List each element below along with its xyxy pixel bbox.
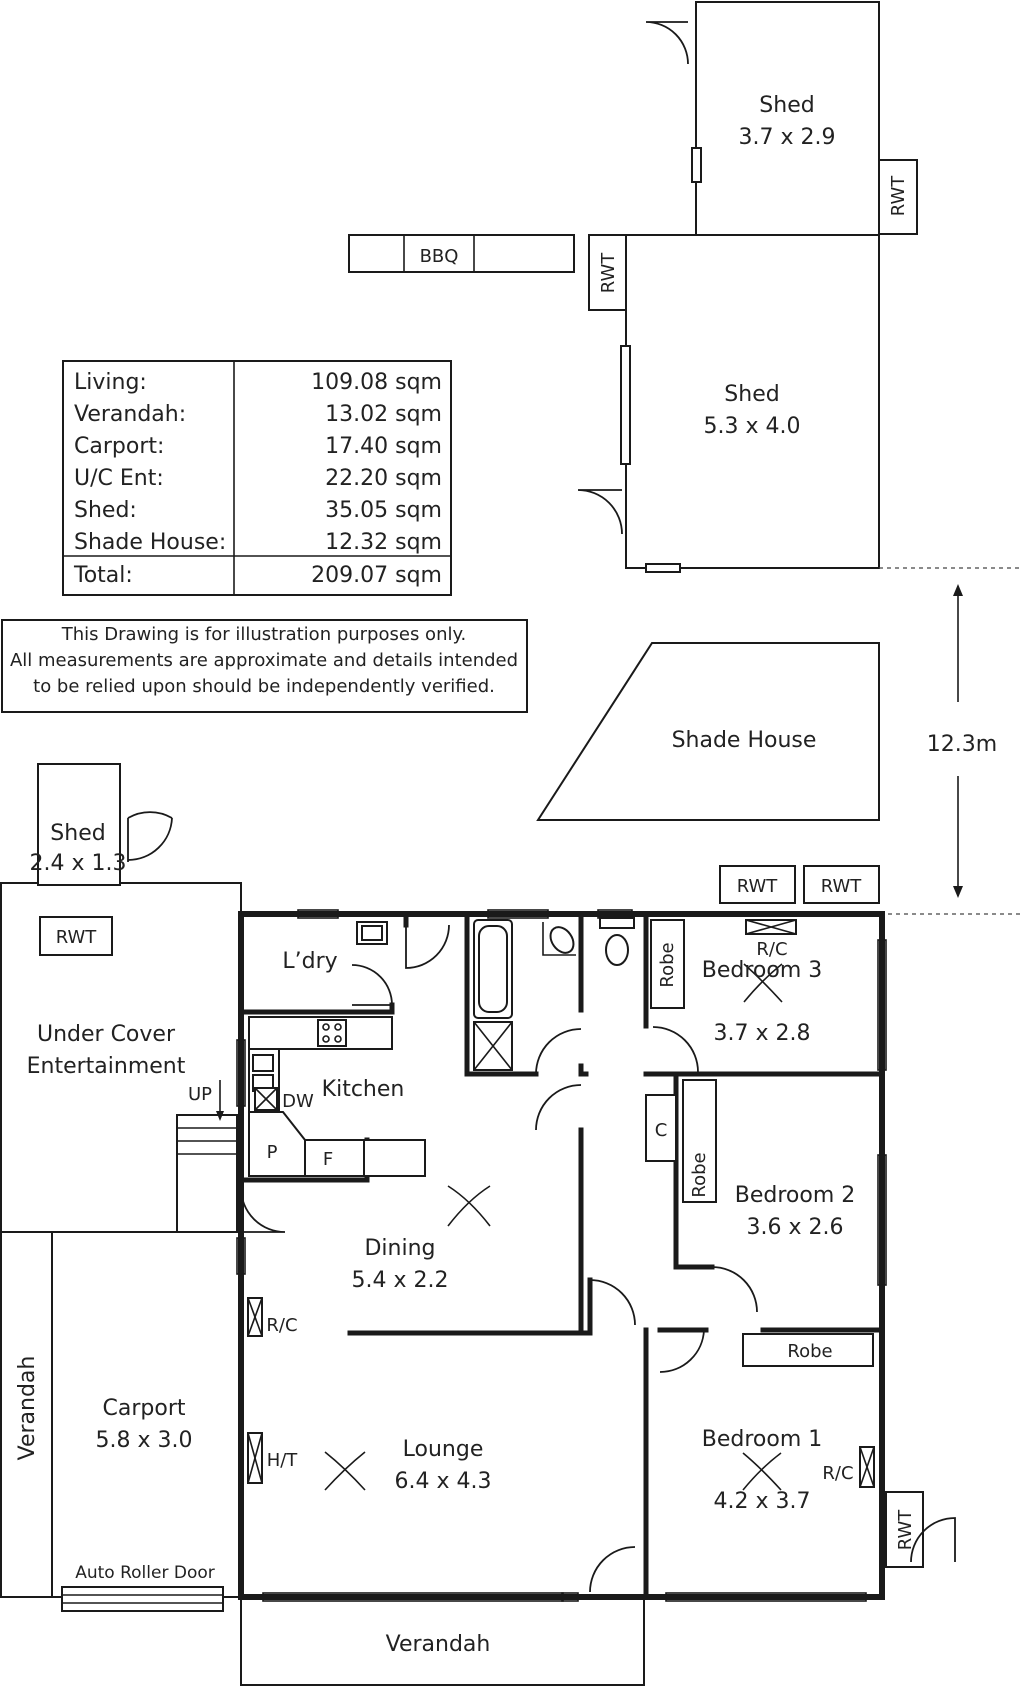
robe-label: Robe	[657, 942, 678, 988]
area-row-value: 22.20 sqm	[325, 466, 442, 491]
under-cover-entertainment	[1, 764, 241, 1232]
area-row-value: 109.08 sqm	[311, 370, 442, 395]
verandah-front-label: Verandah	[385, 1632, 491, 1657]
pantry-label: P	[266, 1142, 278, 1163]
fridge-label: F	[322, 1149, 334, 1170]
lounge-dims: 6.4 x 4.3	[394, 1469, 492, 1494]
bed3-name: Bedroom 3	[701, 958, 823, 983]
carport-name: Carport	[102, 1396, 186, 1421]
laundry-fixtures	[282, 922, 387, 974]
shed-small-name: Shed	[50, 821, 106, 846]
shed-mid-name: Shed	[724, 382, 780, 407]
disclaimer-line-1: This Drawing is for illustration purposes only.	[61, 624, 467, 645]
shed-top-name: Shed	[759, 93, 815, 118]
shed-top-dims: 3.7 x 2.9	[738, 125, 836, 150]
shed-top	[646, 2, 917, 235]
area-row-label: Shade House:	[74, 530, 227, 555]
ht-label: H/T	[266, 1450, 298, 1471]
bed2-dims: 3.6 x 2.6	[746, 1215, 844, 1240]
laundry-label: L’dry	[282, 949, 338, 974]
disclaimer-line-2: All measurements are approximate and details intended	[9, 650, 519, 671]
robe-label: Robe	[689, 1152, 710, 1198]
dimension-12m	[879, 568, 1022, 914]
up-label: UP	[187, 1084, 213, 1105]
dining-name: Dining	[364, 1236, 436, 1261]
rwt-label: RWT	[820, 876, 862, 897]
kitchen-fixtures	[249, 1017, 425, 1176]
carport-dims: 5.8 x 3.0	[95, 1428, 193, 1453]
cupboard-label: C	[654, 1120, 668, 1141]
shed-small-dims: 2.4 x 1.3	[29, 851, 127, 876]
total-value: 209.07 sqm	[311, 563, 442, 588]
shade-house-label: Shade House	[671, 728, 817, 753]
carport	[1, 1232, 241, 1611]
rwt-label: RWT	[598, 252, 619, 294]
area-row-label: Living:	[74, 370, 147, 395]
area-row-label: Shed:	[74, 498, 137, 523]
rwt-label: RWT	[888, 175, 909, 217]
lounge-name: Lounge	[402, 1437, 484, 1462]
dimension-label: 12.3m	[926, 732, 998, 757]
disclaimer-box	[2, 620, 527, 712]
disclaimer-line-3: to be relied upon should be independently verified.	[33, 676, 495, 697]
rwt-label: RWT	[736, 876, 778, 897]
shed-mid-dims: 5.3 x 4.0	[703, 414, 801, 439]
auto-roller-door-label: Auto Roller Door	[75, 1563, 215, 1583]
area-row-label: Carport:	[74, 434, 165, 459]
robes	[646, 920, 873, 1366]
shade-house	[538, 643, 879, 820]
bbq-bench	[349, 235, 574, 272]
rwt-bottom-right	[886, 1492, 955, 1567]
bbq-label: BBQ	[419, 246, 459, 267]
dishwasher-label: DW	[282, 1091, 314, 1112]
area-row-value: 12.32 sqm	[325, 530, 442, 555]
bed2-name: Bedroom 2	[734, 1183, 856, 1208]
rc-label: R/C	[756, 939, 788, 960]
kitchen-label: Kitchen	[321, 1077, 405, 1102]
under-cover-line-2: Entertainment	[26, 1054, 186, 1079]
front-verandah	[241, 1597, 644, 1685]
area-row-value: 17.40 sqm	[325, 434, 442, 459]
rwt-tanks	[720, 866, 879, 903]
robe-label: Robe	[787, 1341, 833, 1362]
verandah-side-label: Verandah	[15, 1355, 40, 1461]
dining-dims: 5.4 x 2.2	[351, 1268, 449, 1293]
rwt-label: RWT	[895, 1509, 916, 1551]
area-row-label: U/C Ent:	[74, 466, 164, 491]
rwt-label: RWT	[55, 927, 97, 948]
total-label: Total:	[74, 563, 133, 588]
shed-mid	[578, 235, 879, 572]
area-row-label: Verandah:	[74, 402, 187, 427]
area-row-value: 13.02 sqm	[325, 402, 442, 427]
under-cover-line-1: Under Cover	[36, 1022, 176, 1047]
bed1-name: Bedroom 1	[701, 1427, 823, 1452]
bed3-dims: 3.7 x 2.8	[713, 1021, 811, 1046]
bed1-dims: 4.2 x 3.7	[713, 1489, 811, 1514]
area-table	[63, 361, 451, 595]
rc-label: R/C	[266, 1315, 298, 1336]
rc-label: R/C	[822, 1463, 854, 1484]
area-row-value: 35.05 sqm	[325, 498, 442, 523]
room-labels	[352, 958, 856, 1514]
bathroom-fixtures	[474, 918, 634, 1070]
